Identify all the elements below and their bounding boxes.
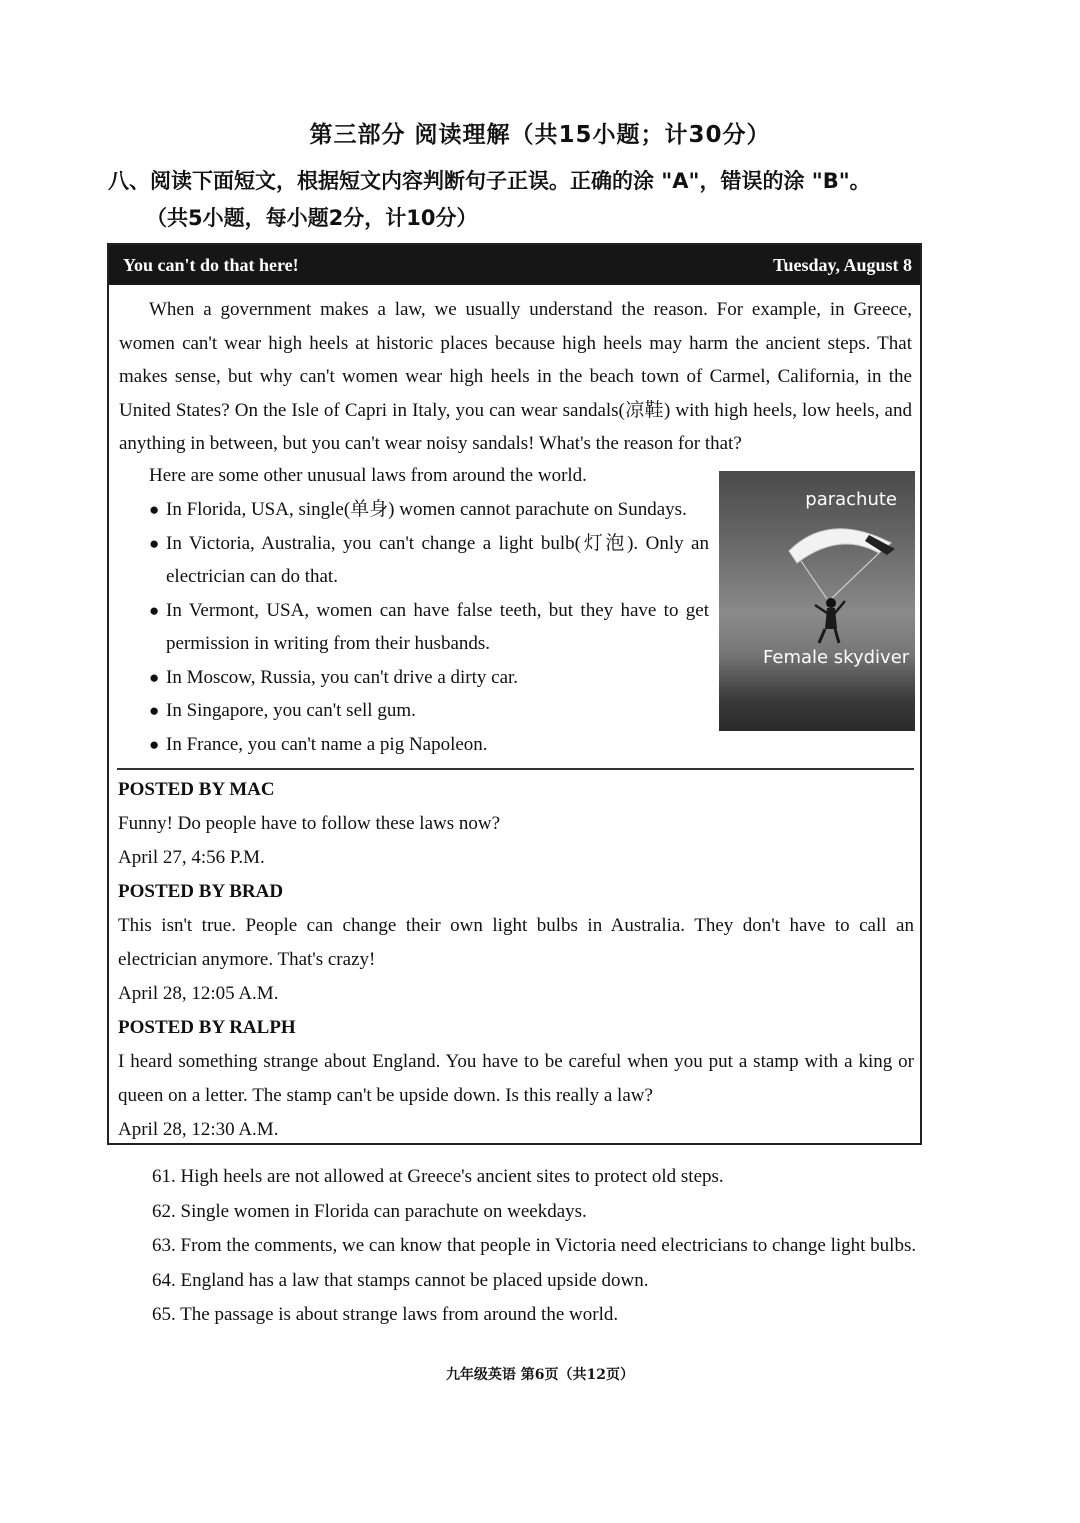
list-item: ● In Vermont, USA, women can have false teeth, but they have to get permission in writing from their husbands.	[149, 594, 709, 661]
list-item: ● In Singapore, you can't sell gum.	[149, 694, 709, 728]
bullet-icon: ●	[149, 734, 160, 754]
banner-title: You can't do that here!	[123, 254, 299, 275]
list-item: ● In Florida, USA, single(单身) women cannot parachute on Sundays.	[149, 493, 709, 527]
photo-caption-parachute: parachute	[805, 489, 897, 510]
page-footer: 九年级英语 第6页（共12页）	[445, 1367, 635, 1383]
comment	[118, 1011, 914, 1147]
comment-text: Funny! Do people have to follow these laws now?	[118, 813, 501, 834]
divider	[117, 768, 914, 770]
bullet-icon: ●	[149, 533, 160, 553]
question-list	[152, 1160, 932, 1333]
comment-time: April 28, 12:30 A.M.	[118, 1119, 279, 1140]
section-title: 第三部分 阅读理解（共15小题；计30分）	[309, 122, 771, 148]
comment-author: POSTED BY BRAD	[118, 881, 284, 902]
list-item: ● In France, you can't name a pig Napoleon.	[149, 728, 709, 762]
article-paragraph-1: When a government makes a law, we usually understand the reason. For example, in Greece, women can't wear high heels at historic places because high heels may harm the ancient steps. That makes sense, but why can't women wear high heels in the beach town of Carmel, California, in the United States? On the Isle of Capri in Italy, you can wear sandals(凉鞋) with high heels, low heels, and anything in between, but you can't wear noisy sandals! What's the reason for that?	[119, 299, 912, 455]
comment	[118, 875, 914, 1011]
banner-date: Tuesday, August 8	[773, 254, 912, 275]
comment	[118, 773, 914, 875]
question-item: 63. From the comments, we can know that people in Victoria need electricians to change light bulbs.	[152, 1235, 917, 1256]
comment-time: April 28, 12:05 A.M.	[118, 983, 279, 1004]
comment-author: POSTED BY MAC	[118, 779, 275, 800]
comment-time: April 27, 4:56 P.M.	[118, 847, 265, 868]
article-box	[107, 243, 922, 1145]
instruction-line-1: 八、阅读下面短文，根据短文内容判断句子正误。正确的涂 "A"，错误的涂 "B"。	[108, 169, 871, 193]
comment-text: This isn't true. People can change their own light bulbs in Australia. They don't have to call an electrician anymore. That's crazy!	[118, 915, 914, 970]
question-item: 62. Single women in Florida can parachute on weekdays.	[152, 1200, 587, 1222]
comment-author: POSTED BY RALPH	[118, 1017, 296, 1038]
comment-text: I heard something strange about England. You have to be careful when you put a stamp with a king or queen on a letter. The stamp can't be upside down. Is this really a law?	[118, 1051, 914, 1106]
bullet-icon: ●	[149, 701, 160, 720]
skydiver-illustration	[719, 471, 915, 731]
comments-section	[118, 773, 914, 1147]
law-list	[149, 493, 709, 761]
bullet-icon: ●	[149, 600, 160, 620]
photo-caption-skydiver: Female skydiver	[763, 647, 910, 668]
bullet-icon: ●	[149, 667, 160, 687]
list-item: ● In Victoria, Australia, you can't change a light bulb(灯泡). Only an electrician can do that.	[149, 527, 709, 594]
question-item: 64. England has a law that stamps cannot be placed upside down.	[152, 1269, 649, 1291]
question-item: 65. The passage is about strange laws from around the world.	[152, 1304, 619, 1325]
bullet-icon: ●	[149, 500, 160, 519]
article-paragraph-2: Here are some other unusual laws from around the world.	[149, 465, 587, 486]
article-banner	[109, 245, 920, 285]
list-item: ● In Moscow, Russia, you can't drive a dirty car.	[149, 661, 709, 695]
skydiver-photo	[719, 471, 915, 731]
instruction-line-2: （共5小题，每小题2分，计10分）	[146, 206, 478, 230]
question-item: 61. High heels are not allowed at Greece's ancient sites to protect old steps.	[152, 1166, 724, 1187]
